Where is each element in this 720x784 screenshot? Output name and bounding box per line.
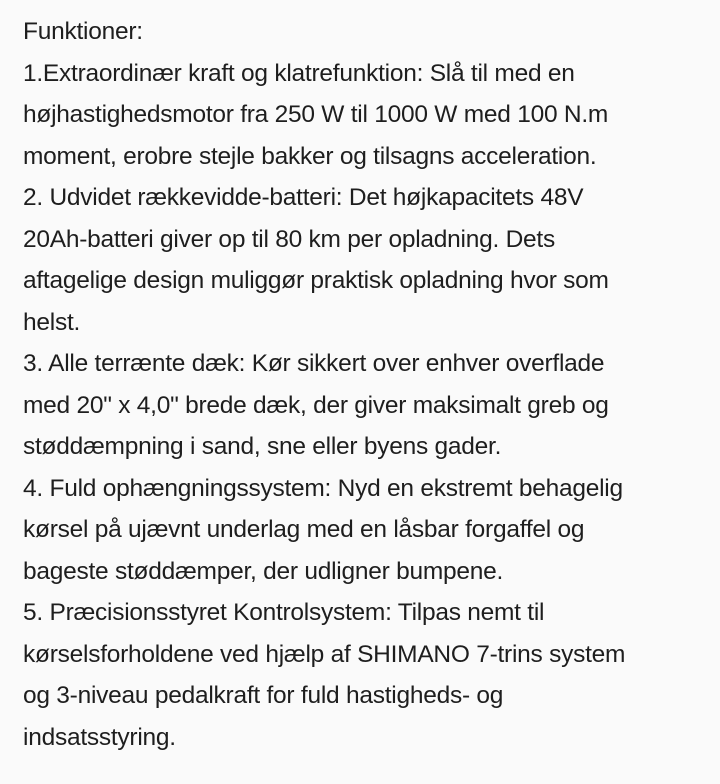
feature-2-line-4: helst.	[23, 308, 81, 336]
feature-1-line-1: 1.Extraordinær kraft og klatrefunktion: Slå til med en	[23, 59, 575, 87]
feature-4-line-1: 4. Fuld ophængningssystem: Nyd en ekstremt behagelig	[23, 474, 623, 502]
features-heading: Funktioner:	[23, 18, 143, 45]
features-text-block	[23, 11, 715, 758]
feature-5-line-1: 5. Præcisionsstyret Kontrolsystem: Tilpas nemt til	[23, 599, 545, 626]
feature-5-line-2: kørselsforholdene ved hjælp af SHIMANO 7-trins system	[23, 640, 626, 668]
feature-2-line-2: 20Ah-batteri giver op til 80 km per opladning. Dets	[23, 225, 555, 253]
feature-1-line-3: moment, erobre stejle bakker og tilsagns acceleration.	[23, 142, 597, 170]
feature-1-line-2: højhastighedsmotor fra 250 W til 1000 W med 100 N.m	[23, 101, 609, 128]
feature-3-line-1: 3. Alle terrænte dæk: Kør sikkert over enhver overflade	[23, 350, 605, 377]
feature-3-line-2: med 20" x 4,0" brede dæk, der giver maksimalt greb og	[23, 391, 609, 419]
feature-4-line-2: kørsel på ujævnt underlag med en låsbar forgaffel og	[23, 516, 585, 543]
feature-4-line-3: bageste støddæmper, der udligner bumpene.	[23, 557, 504, 585]
feature-2-line-3: aftagelige design muliggør praktisk opladning hvor som	[23, 267, 609, 294]
feature-5-line-3: og 3-niveau pedalkraft for fuld hastigheds- og	[23, 682, 504, 709]
feature-2-line-1: 2. Udvidet rækkevidde-batteri: Det højkapacitets 48V	[23, 184, 584, 211]
feature-5-line-4: indsatsstyring.	[23, 723, 176, 751]
feature-3-line-3: støddæmpning i sand, sne eller byens gader.	[23, 433, 502, 460]
